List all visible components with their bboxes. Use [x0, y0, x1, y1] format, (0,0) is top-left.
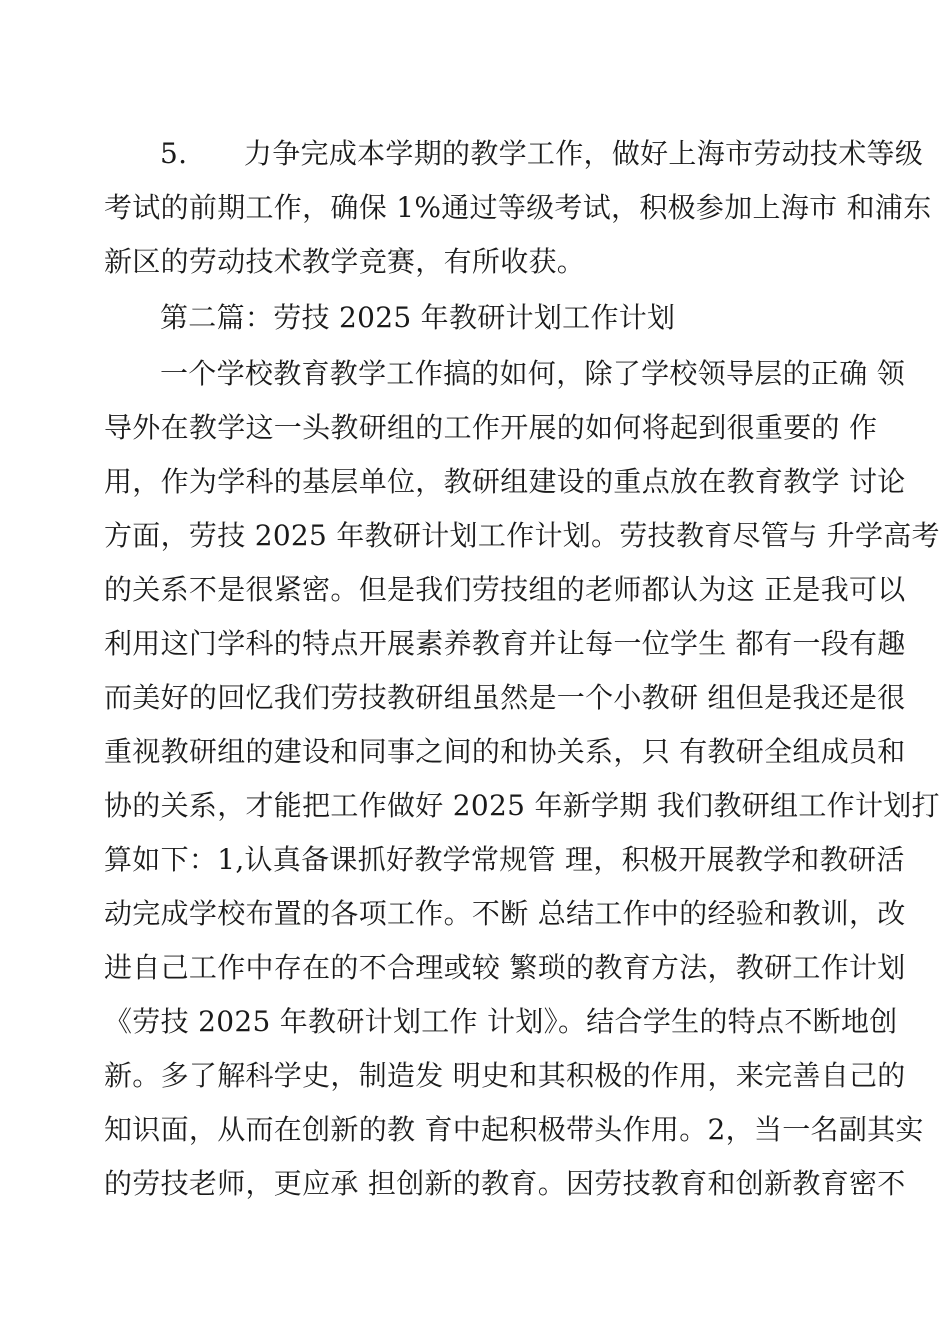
- paragraph-line: 的劳技老师，更应承 担创新的教育。因劳技教育和创新教育密不: [104, 1167, 906, 1200]
- paragraph-line: 《劳技 2025 年教研计划工作 计划》。结合学生的特点不断地创: [104, 1005, 898, 1038]
- paragraph-line: 而美好的回忆我们劳技教研组虽然是一个小教研 组但是我还是很: [104, 681, 906, 714]
- section-heading: 第二篇：劳技 2025 年教研计划工作计划: [160, 301, 676, 334]
- paragraph-line: 方面，劳技 2025 年教研计划工作计划。劳技教育尽管与 升学高考: [104, 519, 940, 552]
- paragraph-line: 知识面，从而在创新的教 育中起积极带头作用。2，当一名副其实: [104, 1113, 924, 1146]
- paragraph-line: 利用这门学科的特点开展素养教育并让每一位学生 都有一段有趣: [104, 627, 906, 660]
- paragraph-line: 动完成学校布置的各项工作。不断 总结工作中的经验和教训，改: [104, 897, 906, 930]
- paragraph-line: 重视教研组的建设和同事之间的和协关系，只 有教研全组成员和: [104, 735, 906, 768]
- paragraph-line: 新。多了解科学史，制造发 明史和其积极的作用，来完善自己的: [104, 1059, 906, 1092]
- paragraph-line: 协的关系，才能把工作做好 2025 年新学期 我们教研组工作计划打: [104, 789, 940, 822]
- paragraph-line: 用，作为学科的基层单位，教研组建设的重点放在教育教学 讨论: [104, 465, 906, 498]
- paragraph-line: 5. 力争完成本学期的教学工作，做好上海市劳动技术等级: [160, 137, 924, 170]
- paragraph-line: 的关系不是很紧密。但是我们劳技组的老师都认为这 正是我可以: [104, 573, 906, 606]
- paragraph-line: 算如下：1,认真备课抓好教学常规管 理，积极开展教学和教研活: [104, 843, 905, 876]
- paragraph-line: 考试的前期工作，确保 1%通过等级考试，积极参加上海市 和浦东: [104, 191, 932, 224]
- paragraph-line: 进自己工作中存在的不合理或较 繁琐的教育方法，教研工作计划: [104, 951, 906, 984]
- paragraph-line: 一个学校教育教学工作搞的如何，除了学校领导层的正确 领: [160, 357, 906, 390]
- paragraph-line: 新区的劳动技术教学竞赛，有所收获。: [104, 245, 586, 278]
- paragraph-line: 导外在教学这一头教研组的工作开展的如何将起到很重要的 作: [104, 411, 878, 444]
